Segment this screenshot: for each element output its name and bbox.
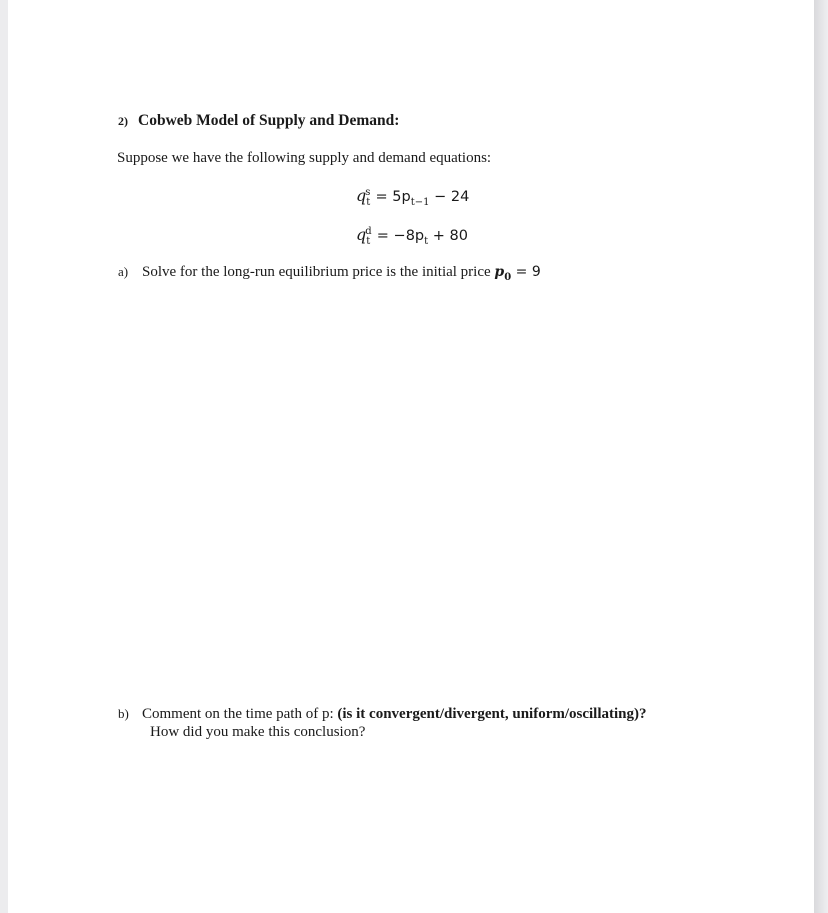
part-b-text: Comment on the time path of p: bbox=[142, 706, 338, 722]
question-title-text: Cobweb Model of Supply and Demand: bbox=[138, 112, 400, 129]
demand-var-sub: t bbox=[366, 236, 371, 247]
initial-price-value: = 9 bbox=[511, 264, 541, 280]
demand-rhs-tail: + 80 bbox=[428, 228, 468, 244]
demand-equation bbox=[356, 225, 468, 247]
document-page bbox=[8, 0, 814, 913]
part-a-text: Solve for the long-run equilibrium price is the initial price bbox=[142, 264, 495, 280]
part-b-line2: How did you make this conclusion? bbox=[150, 724, 366, 740]
initial-price-var bbox=[494, 264, 512, 283]
demand-rhs-sub: t bbox=[424, 236, 429, 248]
initial-price-var-letter: p bbox=[494, 264, 505, 280]
question-title bbox=[118, 112, 399, 130]
supply-equation bbox=[356, 186, 469, 208]
supply-rhs-sub: t−1 bbox=[410, 197, 430, 209]
question-intro: Suppose we have the following supply and demand equations: bbox=[117, 150, 492, 166]
supply-var-sub: t bbox=[366, 197, 371, 208]
initial-price-sub: 0 bbox=[504, 271, 512, 283]
supply-var-sup: s bbox=[365, 186, 371, 198]
supply-rhs: = 5p bbox=[375, 189, 411, 205]
page-edge bbox=[814, 0, 828, 913]
supply-var: q bbox=[356, 186, 367, 205]
demand-var: q bbox=[356, 225, 367, 244]
part-b-label: b) bbox=[118, 706, 129, 721]
part-b-bold-text: (is it convergent/divergent, uniform/oscillating)? bbox=[337, 706, 647, 722]
part-b-line1 bbox=[118, 705, 647, 723]
demand-rhs: = −8p bbox=[376, 228, 425, 244]
demand-var-sup: d bbox=[365, 225, 372, 237]
part-a bbox=[118, 264, 541, 283]
supply-rhs-tail: − 24 bbox=[429, 189, 470, 205]
part-a-label: a) bbox=[118, 264, 129, 279]
part-b bbox=[118, 705, 647, 741]
question-number: 2) bbox=[118, 114, 128, 128]
